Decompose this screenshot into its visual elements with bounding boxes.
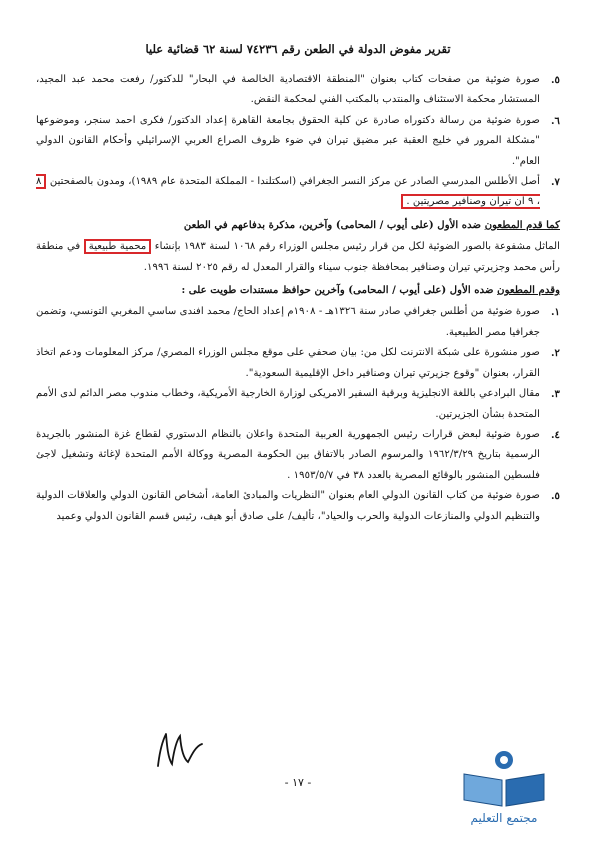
item-number: ١. [550,306,560,319]
item-number: ٥. [550,74,560,86]
logo-text: مجتمع التعليم [470,811,538,825]
section-intro [36,215,560,235]
list-item [36,425,560,486]
item-text: صورة ضوئية لبعض قرارات رئيس الجمهورية العربية المتحدة واعلان بالنظام الدستوري لقطاع غزة المنشور بالجريدة الرسمية بتاريخ ١٩٦٢/٣/٢٩ والمرسوم الصادر بالاتفاق بين الحكومة المصرية ووكالة الأمم المتحدة لإغاثة وتشغيل لاجئ فلسطين المنشور بالوقائع المصرية بالعدد ٣٨ في ١٩٥٣/٥/٧ . [36,428,540,481]
item-text: أصل الأطلس المدرسي الصادر عن مركز النسر الجغرافي (اسكتلندا - المملكة المتحدة عام ١٩٨٩)، ومدون بالصفحتين [49,176,540,188]
item-number: ٢. [550,347,560,360]
intro-lead: كما قدم المطعون [484,218,560,231]
open-book-icon [456,748,552,810]
item-number: ٧. [550,176,560,189]
item-text: صورة ضوئية من أطلس جغرافي صادر سنة ١٣٢٦هـ - ١٩٠٨م إعداد الحاج/ محمد افندى ساسي المغربي التونسي، وتضمن جغرافيا مصر الطبيعية. [36,306,540,338]
highlighted-text: ٨ ، ٩ ان تيران وصنافير مصريتين . [36,176,540,208]
handwritten-signature [150,728,210,773]
item-number: ٣. [550,388,560,401]
list-item [36,70,560,111]
item-number: ٦. [550,114,560,127]
list-item [36,302,560,343]
item-text: مقال البرادعي باللغة الانجليزية وبرقية السفير الامريكى لوزارة الخارجية الأمريكية، وخطاب مندوب مصر الدائم لدى الأمم المتحدة بشأن الجزيرتين. [36,388,540,420]
item-number: ٥. [550,490,560,503]
paragraph-text: الماثل مشفوعة بالصور الضوئية لكل من قرار رئيس مجلس الوزراء رقم ١٠٦٨ لسنة ١٩٨٣ بإنشاء [154,241,560,253]
document-body [36,70,560,527]
item-number: ٤. [550,428,560,441]
intro-rest: ضده الأول (على أيوب / المحامى) وآخرين حوافظ مستندات طويت على : [181,284,494,297]
list-item [36,486,560,527]
item-text: صور منشورة على شبكة الانترنت لكل من: بيان صحفي على موقع مجلس الوزراء المصري/ مركز المعلومات ودعم اتخاذ القرار، بعنوان "وقوع جزيرتي تيران وصنافير داخل الإقليمية السعودية". [36,347,540,379]
section-intro [36,280,560,300]
list-item [36,343,560,384]
list-item [36,172,560,213]
paragraph [36,237,560,278]
intro-rest: ضده الأول (على أيوب / المحامى) وآخرين، مذكرة بدفاعهم في الطعن [183,218,482,231]
item-text: صورة ضوئية من رسالة دكتوراه صادرة عن كلية الحقوق بجامعة القاهرة إعداد الدكتور/ فكرى احمد سنجر، وموضوعها "مشكلة المرور في خليج العقبة عبر مضيق تيران في ضوء ظروف الصراع العربي الإسرائيلي وأحكام القانون الدولي العام". [36,114,540,167]
list-item [36,384,560,425]
item-text: صورة ضوئية من كتاب القانون الدولي العام بعنوان "النظريات والمبادئ العامة، أشخاص القانون الدولي والعلاقات الدولية والتنظيم الدولي والمنازعات الدولية والحرب والحياد"، تأليف/ على صادق أبو هيف، رئيس قسم القانون الدولي وعميد [36,490,540,522]
highlighted-text: محمية طبيعية [84,239,152,254]
watermark-logo [448,748,560,828]
item-text: صورة ضوئية من صفحات كتاب بعنوان "المنطقة الاقتصادية الخالصة في البحار" للدكتور/ رفعت محمد عبد المجيد، المستشار محكمة الاستئناف والمنتدب بالمكتب الفني لمحكمة النقض. [36,74,540,106]
intro-lead: وقدم المطعون [497,284,560,297]
report-header: تقرير مفوض الدولة في الطعن رقم ٧٤٢٣٦ لسنة ٦٢ قضائية عليا [145,42,451,56]
list-item [36,111,560,172]
page-number: - ١٧ - [284,776,312,789]
paragraph-text: في منطقة رأس محمد وجزيرتي تيران وصنافير بمحافظة جنوب سيناء والقرار المعدل له رقم ٢٠٢٥ لسنة ١٩٩٦. [36,241,560,273]
